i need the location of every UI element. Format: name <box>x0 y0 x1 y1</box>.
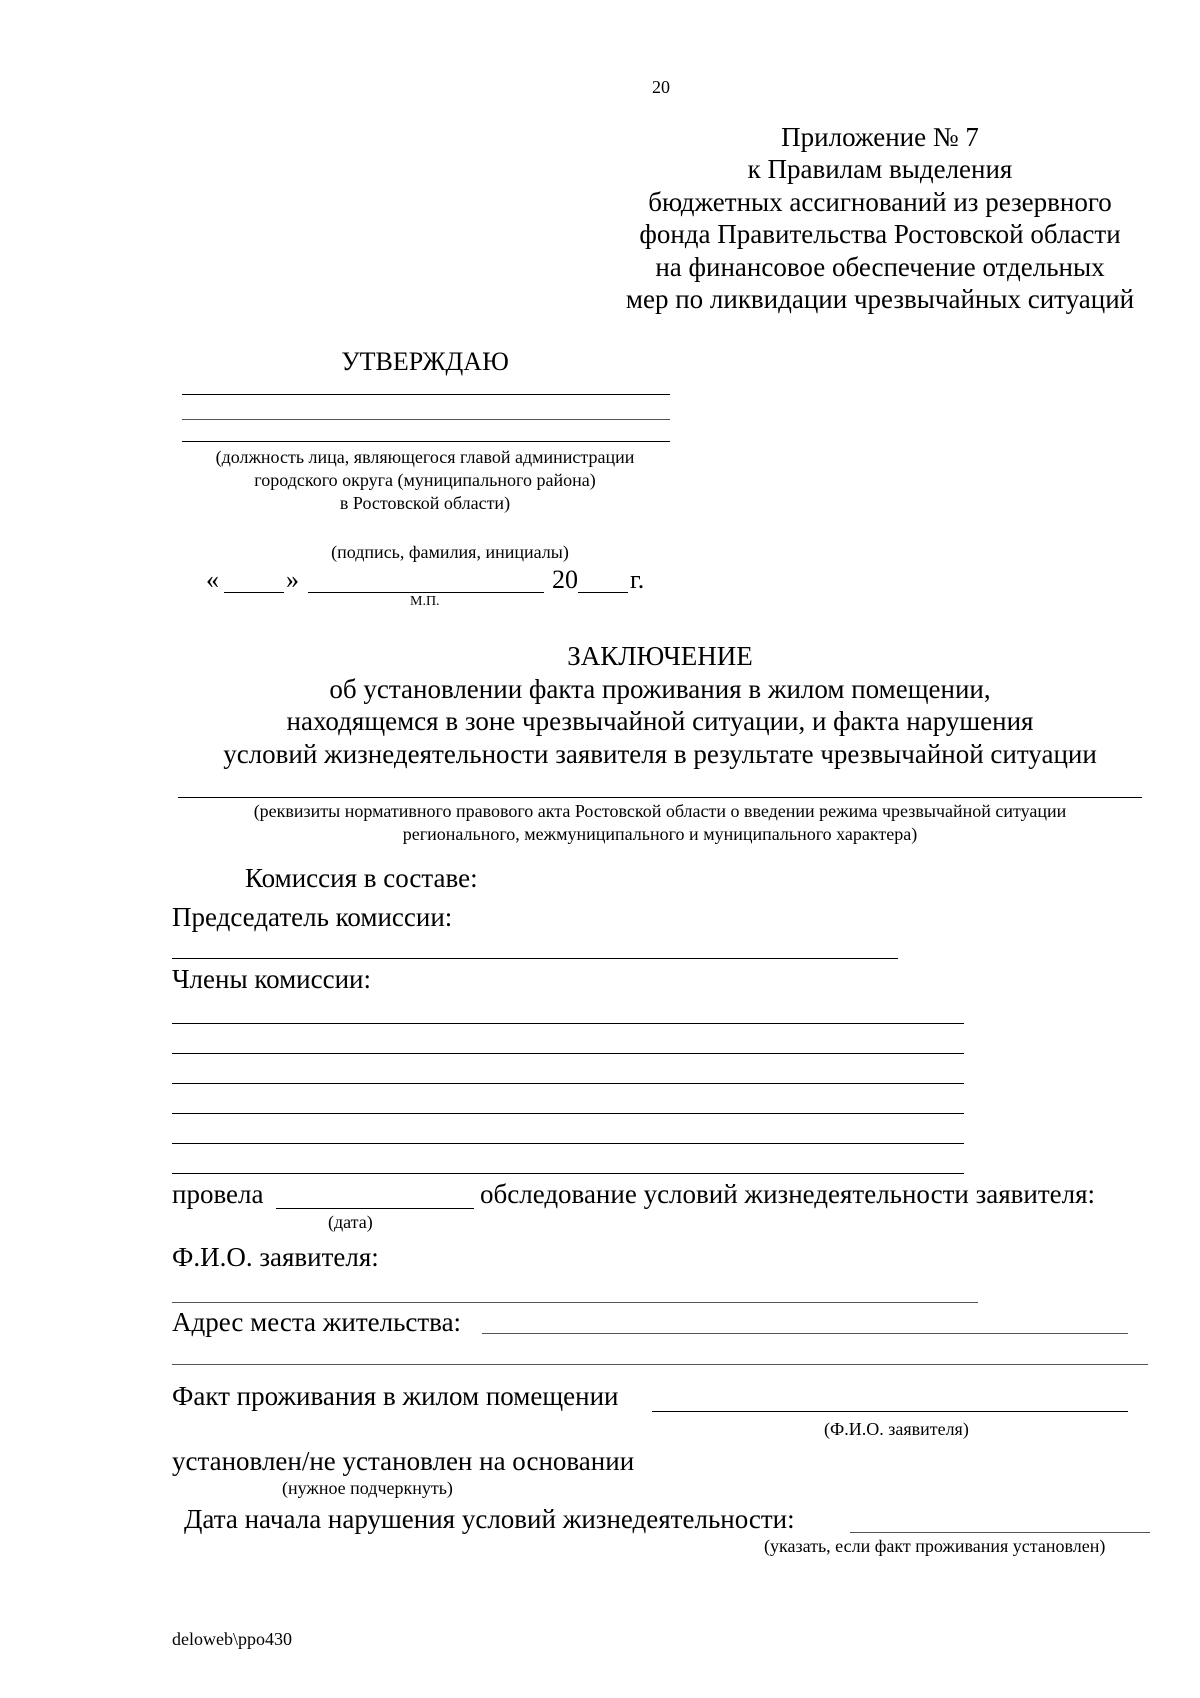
survey-date-caption: (дата) <box>328 1212 373 1232</box>
conclusion-title: ЗАКЛЮЧЕНИЕ <box>567 641 753 671</box>
approval-heading: УТВЕРЖДАЮ <box>341 347 509 376</box>
year-prefix: 20 <box>552 565 578 594</box>
applicant-name-line <box>172 1302 978 1303</box>
position-caption: городского округа (муниципального района) <box>254 470 596 490</box>
violation-caption: (указать, если факт проживания установлен) <box>764 1536 1106 1556</box>
survey-conducted: провела <box>172 1179 264 1209</box>
act-caption: регионального, межмуниципального и муниципального характера) <box>402 824 918 844</box>
commission-composition: Комиссия в составе: <box>245 863 478 893</box>
address-label: Адрес места жительства: <box>172 1307 462 1337</box>
appendix-line: бюджетных ассигнований из резервного <box>648 187 1112 217</box>
survey-date-line <box>276 1208 474 1209</box>
address-line <box>482 1333 1128 1334</box>
position-line <box>182 441 670 442</box>
position-caption: в Ростовской области) <box>339 493 511 513</box>
act-line <box>178 797 1142 798</box>
position-line <box>182 419 670 420</box>
appendix-line: к Правилам выделения <box>747 154 1013 184</box>
established-text: установлен/не установлен на основании <box>172 1446 635 1476</box>
footer-code: deloweb\ppo430 <box>172 1629 292 1649</box>
members-label: Члены комиссии: <box>172 964 371 994</box>
violation-start: Дата начала нарушения условий жизнедеятельности: <box>184 1504 795 1534</box>
residence-name-caption: (Ф.И.О. заявителя) <box>824 1419 969 1439</box>
position-line <box>182 394 670 395</box>
page-number: 20 <box>652 77 670 97</box>
appendix-line: фонда Правительства Ростовской области <box>639 219 1121 249</box>
appendix-line: на финансовое обеспечение отдельных <box>655 252 1105 282</box>
member-line <box>172 1143 964 1144</box>
month-line <box>308 592 544 593</box>
act-caption: (реквизиты нормативного правового акта Ростовской области о введении режима чрезвычайной ситуации <box>253 801 1067 821</box>
member-line <box>172 1053 964 1054</box>
appendix-line: Приложение № 7 <box>781 122 979 152</box>
year-suffix: г. <box>630 565 645 594</box>
address-line <box>172 1364 1148 1365</box>
residence-fact: Факт проживания в жилом помещении <box>172 1381 619 1411</box>
underline-caption: (нужное подчеркнуть) <box>282 1478 453 1498</box>
date-open-quote: « <box>206 565 219 594</box>
member-line <box>172 1173 964 1174</box>
position-caption: (должность лица, являющегося главой администрации <box>215 447 635 467</box>
chairman-label: Председатель комиссии: <box>172 902 453 932</box>
seal-label: М.П. <box>410 594 440 609</box>
chairman-line <box>172 958 898 959</box>
violation-date-line <box>850 1532 1150 1533</box>
conclusion-subtitle: находящемся в зоне чрезвычайной ситуации, и факта нарушения <box>286 706 1034 736</box>
conclusion-subtitle: условий жизнедеятельности заявителя в результате чрезвычайной ситуации <box>223 739 1097 769</box>
survey-text: обследование условий жизнедеятельности заявителя: <box>480 1179 1096 1209</box>
appendix-line: мер по ликвидации чрезвычайных ситуаций <box>625 284 1135 314</box>
member-line <box>172 1083 964 1084</box>
signature-caption: (подпись, фамилия, инициалы) <box>331 542 569 562</box>
day-line <box>224 592 284 593</box>
applicant-name-label: Ф.И.О. заявителя: <box>172 1242 379 1272</box>
member-line <box>172 1023 964 1024</box>
date-close-quote: » <box>286 565 299 594</box>
residence-name-line <box>652 1411 1128 1412</box>
year-line <box>578 592 628 593</box>
conclusion-subtitle: об установлении факта проживания в жилом помещении, <box>329 674 991 704</box>
member-line <box>172 1113 964 1114</box>
